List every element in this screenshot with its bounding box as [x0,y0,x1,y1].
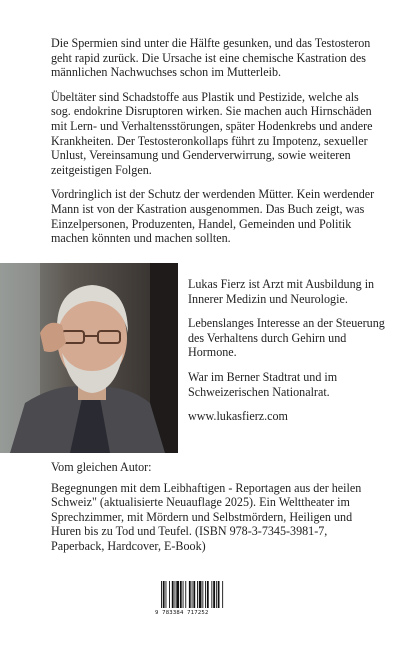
same-author-section [51,460,381,560]
barcode-bar [183,581,184,608]
barcode-bar [193,581,195,608]
author-bio [188,277,388,434]
author-website: www.lukasfierz.com [188,409,288,424]
barcode-bar [211,581,212,608]
same-author-heading: Vom gleichen Autor: [51,460,152,474]
barcode-bar [180,581,182,608]
author-photo [0,263,178,453]
barcode-bars [155,580,250,610]
barcode-bar [189,581,191,608]
barcode-bar [213,581,215,608]
bio-paragraph-1: Lukas Fierz ist Arzt mit Ausbildung in Innerer Medizin und Neurologie. [188,277,375,306]
bio-paragraph-3: War im Berner Stadtrat und im Schweizerischen Nationalrat. [188,369,338,399]
barcode-bar [192,581,193,608]
blurb-paragraph-3: Vordringlich ist der Schutz der werdenden Mütter. Kein werdender Mann ist von der Kastration ausgenommen. Das Buch zeigt, was Einzelpersonen, Produzenten, Handel, Gemeinden und Politik machen könnten und machen sollten. [51,187,375,246]
barcode-bar [176,581,179,608]
barcode-bar [163,581,165,608]
bio-paragraph-2: Lebenslanges Interesse an der Steuerung des Verhaltens durch Gehirn und Hormone. [188,316,385,360]
back-cover-blurb [51,36,376,256]
barcode-bar [172,581,174,608]
author-portrait-illustration [0,263,178,453]
barcode-bar [185,581,186,608]
barcode-bar [175,581,176,608]
blurb-paragraph-2: Übeltäter sind Schadstoffe aus Plastik und Pestizide, welche als sog. endokrine Disruptoren wirken. Sie machen auch Hirnschäden mit Lern- und Verhaltensstörungen, später Hodenkrebs und andere Krankheiten. Der Testosteronkollaps führt zu Impotenz, sexueller Unlust, Vereinsamung und Genderverwirrung, sowie weiteren zeitgeistigen Folgen. [51,89,373,177]
barcode-bar [207,581,209,608]
barcode-bar [161,581,162,608]
barcode-bar [222,581,223,608]
barcode-bar [202,581,203,608]
barcode-bar [205,581,206,608]
barcode-bar [169,581,170,608]
barcode-digits: 9 783384 717252 [155,610,209,616]
isbn-barcode [155,580,250,620]
barcode-bar [166,581,167,608]
barcode-bar [197,581,198,608]
barcode-bar [218,581,220,608]
blurb-paragraph-1: Die Spermien sind unter die Hälfte gesunken, und das Testosteron geht rapid zurück. Die Ursache ist eine chemische Kastration des männlichen Nachwuchses schon im Mutterleib. [51,36,371,80]
same-author-text: Begegnungen mit dem Leibhaftigen - Reportagen aus der heilen Schweiz" (aktualisierte Neuauflage 2025). Ein Welttheater im Sprechzimmer, mit Mördern und Selbstmördern, Heiligen und Huren bis zu Tod und Teufel. (ISBN 978-3-7345-3981-7, Paperback, Hardcover, E-Book) [51,480,362,553]
barcode-bar [216,581,217,608]
barcode-bar [199,581,202,608]
